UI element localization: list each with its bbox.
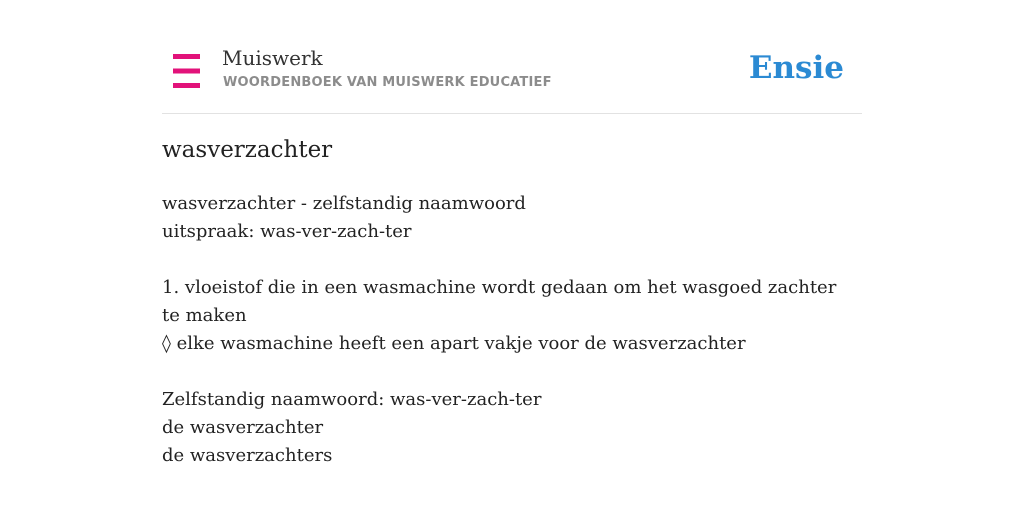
entry-plural: de wasverzachters — [162, 445, 333, 466]
header — [162, 44, 862, 114]
entry-pronunciation: uitspraak: was-ver-zach-ter — [162, 221, 412, 242]
entry-example: ◊ elke wasmachine heeft een apart vakje voor de wasverzachter — [162, 333, 746, 354]
entry-definition: 1. vloeistof die in een wasmachine wordt gedaan om het wasgoed zachter te maken — [162, 277, 837, 326]
blank-line — [162, 246, 842, 274]
muiswerk-logo-icon[interactable] — [173, 54, 200, 88]
entry-body — [162, 190, 842, 470]
entry-title: wasverzachter — [162, 137, 333, 163]
entry-singular: de wasverzachter — [162, 417, 324, 438]
entry-grammar: Zelfstandig naamwoord: was-ver-zach-ter — [162, 389, 542, 410]
header-divider — [162, 113, 862, 114]
ensie-logo[interactable]: Ensie — [748, 50, 844, 86]
blank-line — [162, 358, 842, 386]
entry-headline: wasverzachter - zelfstandig naamwoord — [162, 193, 526, 214]
brand-subtitle: WOORDENBOEK VAN MUISWERK EDUCATIEF — [223, 75, 552, 90]
brand-name[interactable]: Muiswerk — [222, 46, 323, 70]
